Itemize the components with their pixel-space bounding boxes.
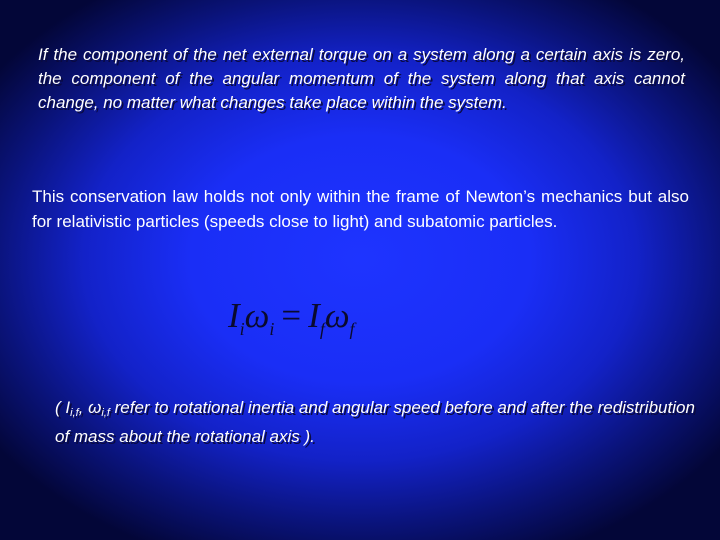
variable-note	[55, 396, 695, 449]
equation-lhs-inertia: I	[228, 296, 240, 335]
note-open: ( I	[55, 398, 71, 417]
note-inertia-subscript: i,f	[70, 407, 79, 419]
equation-equals-sign: =	[281, 296, 302, 335]
angular-momentum-equation	[228, 292, 418, 340]
note-omega-subscript: i,f	[101, 407, 110, 419]
equation-lhs-omega: ω	[244, 296, 270, 335]
equation-rhs-omega-subscript: f	[349, 319, 355, 339]
equation-lhs-omega-subscript: i	[269, 319, 275, 339]
equation-rhs-omega: ω	[324, 296, 350, 335]
conservation-law-paragraph: This conservation law holds not only within the frame of Newton’s mechanics but also for relativistic particles (speeds close to light) and subatomic particles.	[32, 187, 689, 231]
note-rest: refer to rotational inertia and angular speed before and after the redistribution of mass about the rotational axis ).	[55, 398, 695, 446]
equation-lhs-inertia-subscript: i	[239, 319, 245, 339]
equation-rhs-inertia-subscript: f	[319, 319, 325, 339]
note-omega: , ω	[78, 398, 102, 417]
equation-rhs-inertia: I	[308, 296, 320, 335]
definition-paragraph: If the component of the net external torque on a system along a certain axis is zero, the component of the angular momentum of the system along that axis cannot change, no matter what changes take place within the system.	[38, 45, 685, 112]
